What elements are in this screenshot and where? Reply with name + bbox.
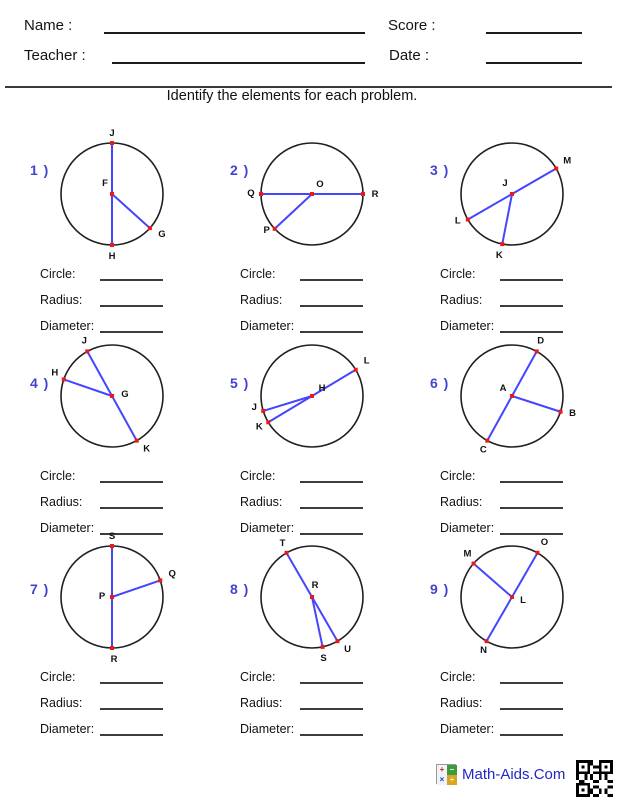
- point-label: O: [540, 536, 549, 548]
- point-dot: [485, 639, 489, 643]
- qr-code: [576, 760, 613, 797]
- center-label: L: [520, 595, 526, 606]
- problem-2: [210, 112, 410, 333]
- diameter-label: Diameter:: [40, 521, 95, 535]
- problem-number: 9 ): [430, 581, 450, 597]
- diameter-answer-blank[interactable]: [500, 722, 563, 736]
- point-dot: [500, 242, 504, 246]
- radius-label: Radius:: [40, 495, 83, 509]
- radius-segment: [502, 194, 512, 244]
- point-label: K: [255, 421, 263, 433]
- circle-label: Circle:: [40, 670, 76, 684]
- worksheet-footer: [0, 758, 618, 800]
- point-label: B: [569, 407, 576, 419]
- circle-label: Circle:: [240, 670, 276, 684]
- point-label: J: [251, 401, 257, 413]
- point-label: P: [263, 224, 270, 236]
- header-divider: [5, 86, 612, 88]
- point-dot: [559, 410, 563, 414]
- radius-label: Radius:: [40, 696, 83, 710]
- circle-answer-blank[interactable]: [300, 469, 363, 483]
- center-label: J: [502, 178, 508, 189]
- circle-label: Circle:: [440, 670, 476, 684]
- point-label: H: [51, 367, 59, 379]
- radius-label: Radius:: [240, 495, 283, 509]
- point-label: D: [537, 335, 545, 347]
- answer-section: [210, 668, 410, 746]
- diameter-label: Diameter:: [440, 319, 495, 333]
- point-label: M: [463, 548, 472, 560]
- point-dot: [135, 439, 139, 443]
- point-dot: [321, 645, 325, 649]
- point-dot: [273, 227, 277, 231]
- diameter-answer-blank[interactable]: [300, 722, 363, 736]
- answer-section: [10, 668, 210, 746]
- center-dot: [310, 394, 314, 398]
- problem-number: 6 ): [430, 375, 450, 391]
- point-dot: [266, 420, 270, 424]
- problem-4: [10, 325, 210, 535]
- circle-diagram: [228, 132, 394, 264]
- point-dot: [485, 439, 489, 443]
- circle-label: Circle:: [40, 267, 76, 281]
- radius-answer-blank[interactable]: [500, 696, 563, 710]
- point-label: H: [108, 251, 116, 262]
- radius-segment: [112, 580, 160, 597]
- point-dot: [354, 368, 358, 372]
- point-dot: [361, 192, 365, 196]
- radius-label: Radius:: [440, 293, 483, 307]
- date-label: Date :: [389, 47, 430, 64]
- center-label: H: [318, 383, 326, 394]
- point-label: L: [363, 355, 370, 367]
- brand-text: Math-Aids.Com: [462, 766, 566, 783]
- diameter-label: Diameter:: [40, 319, 95, 333]
- diameter-label: Diameter:: [240, 521, 295, 535]
- radius-answer-row: [210, 291, 410, 317]
- circle-diagram: [428, 334, 594, 466]
- circle-answer-row: [410, 668, 610, 694]
- circle-answer-row: [410, 467, 610, 493]
- circle-diagram: [28, 128, 194, 264]
- center-dot: [510, 595, 514, 599]
- problem-7: [10, 531, 210, 736]
- problem-number: 5 ): [230, 375, 250, 391]
- center-dot: [310, 192, 314, 196]
- radius-answer-blank[interactable]: [300, 696, 363, 710]
- problem-number: 7 ): [30, 581, 50, 597]
- radius-answer-blank[interactable]: [300, 293, 363, 307]
- center-dot: [510, 192, 514, 196]
- circle-label: Circle:: [240, 469, 276, 483]
- point-label: N: [480, 645, 487, 657]
- circle-label: Circle:: [440, 267, 476, 281]
- radius-answer-blank[interactable]: [300, 495, 363, 509]
- diameter-answer-blank[interactable]: [100, 722, 163, 736]
- center-label: A: [499, 383, 507, 394]
- point-dot: [158, 578, 162, 582]
- point-dot: [285, 551, 289, 555]
- circle-label: Circle:: [440, 469, 476, 483]
- problem-6: [410, 325, 610, 535]
- radius-answer-row: [410, 694, 610, 720]
- diameter-answer-row: [10, 720, 210, 746]
- radius-answer-blank[interactable]: [500, 495, 563, 509]
- point-dot: [466, 218, 470, 222]
- radius-answer-row: [410, 291, 610, 317]
- circle-answer-blank[interactable]: [100, 267, 163, 281]
- diameter-label: Diameter:: [240, 722, 295, 736]
- center-dot: [310, 595, 314, 599]
- point-label: K: [143, 443, 151, 455]
- answer-section: [410, 668, 610, 746]
- point-dot: [148, 226, 152, 230]
- radius-answer-blank[interactable]: [100, 293, 163, 307]
- problem-9: [410, 531, 610, 736]
- diameter-label: Diameter:: [440, 521, 495, 535]
- problem-number: 1 ): [30, 162, 50, 178]
- point-dot: [336, 639, 340, 643]
- circle-diagram: [228, 535, 394, 667]
- point-label: C: [479, 444, 487, 456]
- point-label: R: [371, 189, 379, 200]
- circle-answer-row: [410, 265, 610, 291]
- point-label: R: [110, 654, 118, 665]
- problem-5: [210, 325, 410, 535]
- radius-answer-row: [10, 493, 210, 519]
- circle-answer-blank[interactable]: [500, 469, 563, 483]
- radius-segment: [275, 194, 312, 229]
- circle-diagram: [428, 535, 594, 667]
- radius-label: Radius:: [440, 696, 483, 710]
- radius-label: Radius:: [240, 293, 283, 307]
- plus-symbol: +: [437, 765, 447, 775]
- problem-number: 3 ): [430, 162, 450, 178]
- radius-answer-row: [210, 694, 410, 720]
- diameter-answer-row: [410, 720, 610, 746]
- divide-symbol: ÷: [447, 775, 457, 785]
- point-label: G: [158, 229, 166, 241]
- circle-label: Circle:: [40, 469, 76, 483]
- circle-label: Circle:: [240, 267, 276, 281]
- center-label: G: [121, 389, 129, 400]
- radius-answer-row: [410, 493, 610, 519]
- name-label: Name :: [24, 17, 73, 34]
- point-label: S: [108, 531, 116, 542]
- circle-answer-row: [10, 265, 210, 291]
- radius-segment: [474, 564, 512, 597]
- circle-answer-blank[interactable]: [300, 267, 363, 281]
- radius-answer-row: [210, 493, 410, 519]
- circle-diagram: [428, 132, 594, 264]
- circle-answer-row: [10, 467, 210, 493]
- radius-segment: [512, 396, 561, 412]
- center-label: P: [98, 591, 106, 602]
- point-dot: [536, 551, 540, 555]
- point-label: J: [109, 128, 115, 139]
- circle-answer-blank[interactable]: [500, 670, 563, 684]
- point-label: K: [495, 250, 503, 262]
- center-dot: [510, 394, 514, 398]
- problem-number: 8 ): [230, 581, 250, 597]
- name-blank[interactable]: [104, 16, 365, 34]
- worksheet-title: Identify the elements for each problem.: [166, 88, 418, 104]
- radius-segment: [263, 396, 312, 411]
- teacher-label: Teacher :: [24, 47, 86, 64]
- circle-answer-row: [10, 668, 210, 694]
- point-dot: [110, 141, 114, 145]
- point-dot: [110, 243, 114, 247]
- problem-8: [210, 531, 410, 736]
- date-blank[interactable]: [486, 46, 582, 64]
- math-aids-logo-icon: [436, 764, 456, 784]
- diameter-label: Diameter:: [440, 722, 495, 736]
- center-dot: [110, 595, 114, 599]
- center-dot: [110, 192, 114, 196]
- point-dot: [62, 377, 66, 381]
- radius-answer-row: [10, 291, 210, 317]
- radius-label: Radius:: [440, 495, 483, 509]
- teacher-blank[interactable]: [112, 46, 365, 64]
- worksheet-header: [0, 0, 618, 88]
- circle-answer-blank[interactable]: [100, 670, 163, 684]
- point-dot: [554, 167, 558, 171]
- point-label: T: [279, 537, 286, 549]
- point-dot: [472, 562, 476, 566]
- point-label: S: [320, 652, 327, 664]
- point-dot: [110, 544, 114, 548]
- problem-number: 4 ): [30, 375, 50, 391]
- score-label: Score :: [388, 17, 436, 34]
- problem-1: [10, 112, 210, 333]
- center-label: O: [316, 179, 324, 190]
- circle-answer-blank[interactable]: [500, 267, 563, 281]
- circle-diagram: [228, 334, 394, 466]
- circle-diagram: [28, 531, 194, 667]
- multiply-symbol: ×: [437, 775, 447, 785]
- diameter-label: Diameter:: [40, 722, 95, 736]
- point-dot: [259, 192, 263, 196]
- minus-symbol: −: [447, 765, 457, 775]
- center-dot: [110, 394, 114, 398]
- point-label: M: [563, 155, 572, 167]
- circle-answer-row: [210, 265, 410, 291]
- problem-number: 2 ): [230, 162, 250, 178]
- radius-answer-blank[interactable]: [100, 696, 163, 710]
- circle-answer-blank[interactable]: [100, 469, 163, 483]
- circle-answer-row: [210, 467, 410, 493]
- circle-answer-row: [210, 668, 410, 694]
- problem-3: [410, 112, 610, 333]
- point-dot: [535, 349, 539, 353]
- radius-label: Radius:: [240, 696, 283, 710]
- diameter-answer-row: [210, 720, 410, 746]
- center-label: F: [102, 178, 108, 189]
- point-dot: [110, 646, 114, 650]
- point-dot: [261, 409, 265, 413]
- point-label: J: [81, 335, 87, 347]
- point-label: L: [454, 215, 461, 227]
- radius-answer-blank[interactable]: [500, 293, 563, 307]
- radius-answer-row: [10, 694, 210, 720]
- score-blank[interactable]: [486, 16, 582, 34]
- circle-diagram: [28, 334, 194, 466]
- radius-segment: [112, 194, 150, 228]
- point-label: U: [344, 644, 351, 656]
- point-label: Q: [247, 188, 255, 199]
- point-label: Q: [168, 568, 176, 580]
- center-label: R: [311, 580, 319, 591]
- point-dot: [85, 349, 89, 353]
- circle-answer-blank[interactable]: [300, 670, 363, 684]
- radius-label: Radius:: [40, 293, 83, 307]
- radius-answer-blank[interactable]: [100, 495, 163, 509]
- problems-grid: [10, 112, 610, 736]
- diameter-label: Diameter:: [240, 319, 295, 333]
